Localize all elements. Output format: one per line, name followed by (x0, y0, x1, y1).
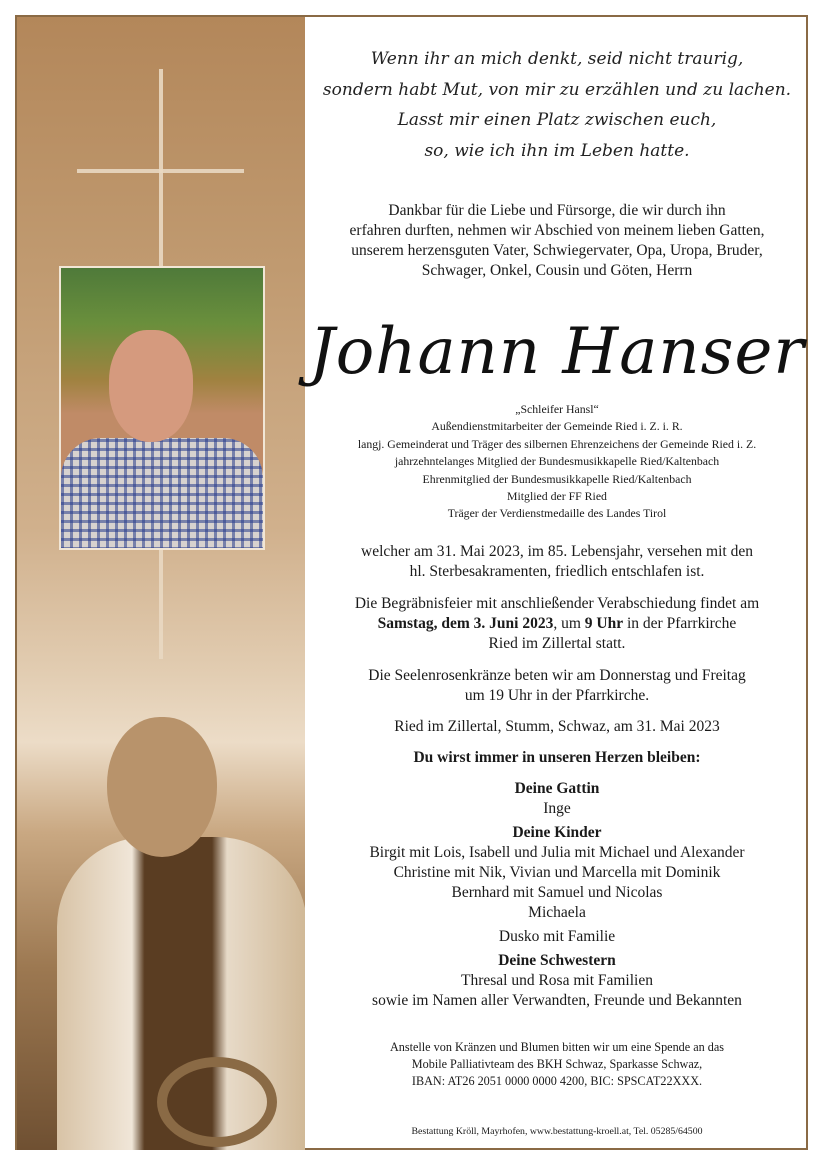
intro-line: Schwager, Onkel, Cousin und Göten, Herrn (421, 262, 693, 279)
wife-heading: Deine Gattin (514, 780, 600, 797)
other-family: Dusko mit Familie (498, 928, 616, 945)
children-heading: Deine Kinder (512, 824, 602, 841)
left-decor-panel (17, 17, 305, 1150)
funeral-line: Die Begräbnisfeier mit anschließender Verabschiedung findet am (354, 595, 760, 612)
title-line: langj. Gemeinderat und Träger des silbernen Ehrenzeichens der Gemeinde Ried i. Z. (357, 436, 757, 451)
intro-line: Dankbar für die Liebe und Fürsorge, die wir durch ihn (388, 202, 726, 219)
funeral-day: Samstag, dem 3. Juni 2023 (377, 615, 554, 632)
poem-line: so, wie ich ihn im Leben hatte. (424, 140, 690, 161)
funeral-home-footer: Bestattung Kröll, Mayrhofen, www.bestattung-kroell.at, Tel. 05285/64500 (411, 1126, 703, 1137)
death-line: welcher am 31. Mai 2023, im 85. Lebensjahr, versehen mit den (361, 543, 753, 560)
title-line: Außendienstmitarbeiter der Gemeinde Ried i. Z. i. R. (431, 419, 683, 434)
intro-text (306, 201, 808, 281)
title-line: Träger der Verdienstmedaille des Landes Tirol (447, 506, 667, 521)
portrait-photo (59, 266, 265, 550)
titles-list (306, 401, 808, 523)
cross-horizontal (77, 169, 244, 173)
title-line: Mitglied der FF Ried (507, 489, 607, 504)
intro-line: unserem herzensguten Vater, Schwiegervater, Opa, Uropa, Bruder, (351, 242, 763, 259)
title-line: Ehrenmitglied der Bundesmusikkapelle Ried/Kaltenbach (422, 471, 692, 486)
sepia-photo-musician (47, 717, 305, 1150)
child-line: Michaela (528, 904, 586, 921)
family-list (306, 779, 808, 1011)
relatives-line: sowie im Namen aller Verwandten, Freunde und Bekannten (372, 992, 742, 1009)
musician-head (107, 717, 217, 857)
poem (306, 44, 808, 166)
intro-line: erfahren durften, nehmen wir Abschied von meinem lieben Gatten, (349, 222, 765, 239)
title-line: jahrzehntelanges Mitglied der Bundesmusikkapelle Ried/Kaltenbach (394, 454, 720, 469)
face (109, 330, 193, 442)
child-line: Birgit mit Lois, Isabell und Julia mit Michael und Alexander (369, 844, 745, 861)
title-line: „Schleifer Hansl“ (515, 402, 599, 416)
deceased-name: Johann Hanser (309, 315, 805, 389)
funeral-time: 9 Uhr (584, 615, 624, 632)
wife-name: Inge (543, 800, 571, 817)
motto: Du wirst immer in unseren Herzen bleiben: (413, 749, 701, 766)
funeral-comma: , um (553, 615, 585, 632)
death-notice (306, 542, 808, 582)
sisters-heading: Deine Schwestern (498, 952, 616, 969)
horn-instrument (157, 1057, 277, 1147)
donation-note (306, 1039, 808, 1090)
sisters-names: Thresal und Rosa mit Familien (460, 972, 653, 989)
poem-line: Wenn ihr an mich denkt, seid nicht traurig, (370, 49, 744, 69)
funeral-line: Ried im Zillertal statt. (488, 635, 626, 652)
rosary-line: um 19 Uhr in der Pfarrkirche. (464, 687, 650, 704)
donation-line: IBAN: AT26 2051 0000 0000 4200, BIC: SPSCAT22XXX. (411, 1074, 703, 1088)
child-line: Bernhard mit Samuel und Nicolas (451, 884, 663, 901)
funeral-info (306, 594, 808, 654)
death-line: hl. Sterbesakramenten, friedlich entschlafen ist. (409, 563, 705, 580)
rosary-info (306, 666, 808, 706)
rosary-line: Die Seelenrosenkränze beten wir am Donnerstag und Freitag (368, 667, 746, 684)
donation-line: Mobile Palliativteam des BKH Schwaz, Sparkasse Schwaz, (411, 1057, 703, 1071)
poem-line: sondern habt Mut, von mir zu erzählen und zu lachen. (322, 79, 792, 100)
poem-line: Lasst mir einen Platz zwischen euch, (397, 110, 717, 130)
funeral-date-line (306, 614, 808, 634)
place-date: Ried im Zillertal, Stumm, Schwaz, am 31. Mai 2023 (394, 718, 720, 735)
checked-shirt (61, 438, 263, 550)
funeral-rest: in der Pfarrkirche (623, 615, 737, 632)
child-line: Christine mit Nik, Vivian und Marcella mit Dominik (393, 864, 721, 881)
donation-line: Anstelle von Kränzen und Blumen bitten wir um eine Spende an das (389, 1040, 725, 1054)
